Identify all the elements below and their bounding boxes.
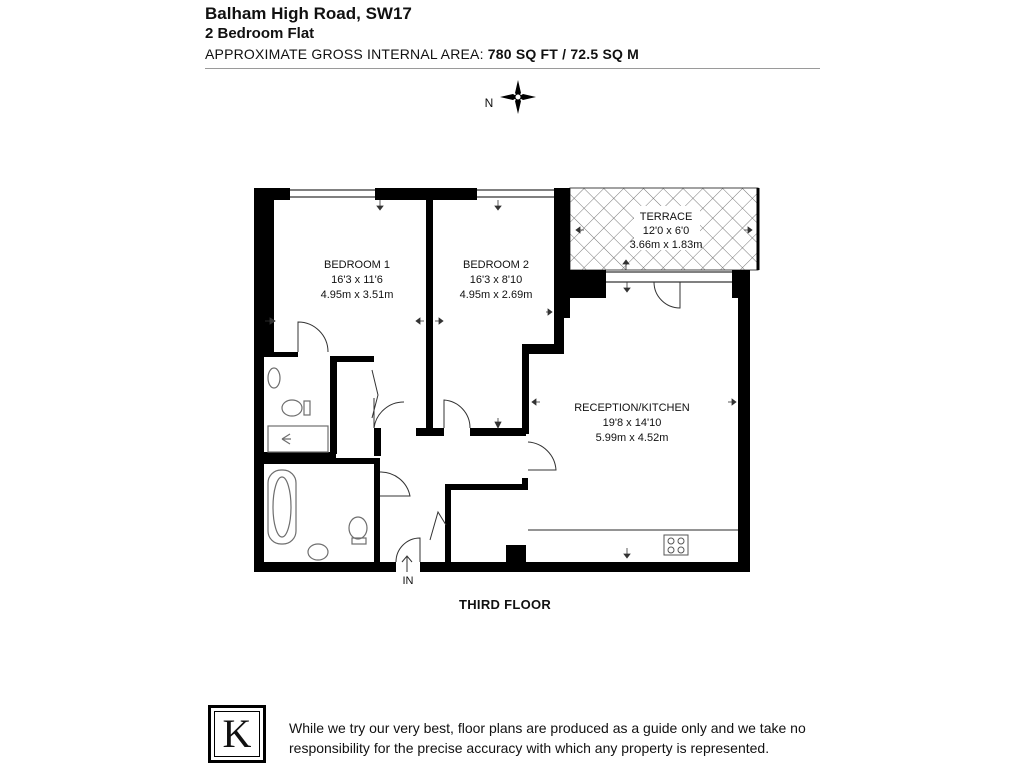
agency-logo	[208, 705, 266, 763]
terrace-metric: 3.66m x 1.83m	[629, 239, 703, 251]
property-address: Balham High Road, SW17	[205, 4, 412, 23]
kitchen-counter	[528, 530, 738, 555]
bedroom1-name: BEDROOM 1	[323, 259, 391, 271]
area-value: 780 SQ FT / 72.5 SQ M	[487, 46, 640, 62]
area-prefix: APPROXIMATE GROSS INTERNAL AREA:	[205, 46, 488, 62]
bedroom1-imperial: 16'3 x 11'6	[331, 274, 383, 286]
bedroom2-imperial: 16'3 x 8'10	[469, 274, 523, 286]
terrace-imperial: 12'0 x 6'0	[642, 225, 690, 237]
bedroom2-metric: 4.95m x 2.69m	[459, 289, 533, 301]
entrance-arrow-icon	[402, 556, 412, 572]
compass-rose-icon	[500, 80, 536, 114]
reception-name: RECEPTION/KITCHEN	[574, 402, 690, 414]
reception-imperial: 19'8 x 14'10	[602, 417, 662, 429]
terrace-name: TERRACE	[639, 211, 693, 223]
entrance-label: IN	[402, 575, 414, 587]
property-type: 2 Bedroom Flat	[205, 25, 315, 42]
internal-walls	[264, 197, 529, 562]
disclaimer-text: While we try our very best, floor plans are produced as a guide only and we take no responsibility for the precise accuracy with which any property is represented.	[289, 720, 806, 756]
compass-north-label: N	[484, 96, 494, 110]
bedroom1-metric: 4.95m x 3.51m	[320, 289, 394, 301]
floor-label: THIRD FLOOR	[459, 597, 552, 612]
logo-letter: K	[214, 711, 260, 757]
reception-metric: 5.99m x 4.52m	[595, 432, 669, 444]
bedroom2-name: BEDROOM 2	[462, 259, 530, 271]
